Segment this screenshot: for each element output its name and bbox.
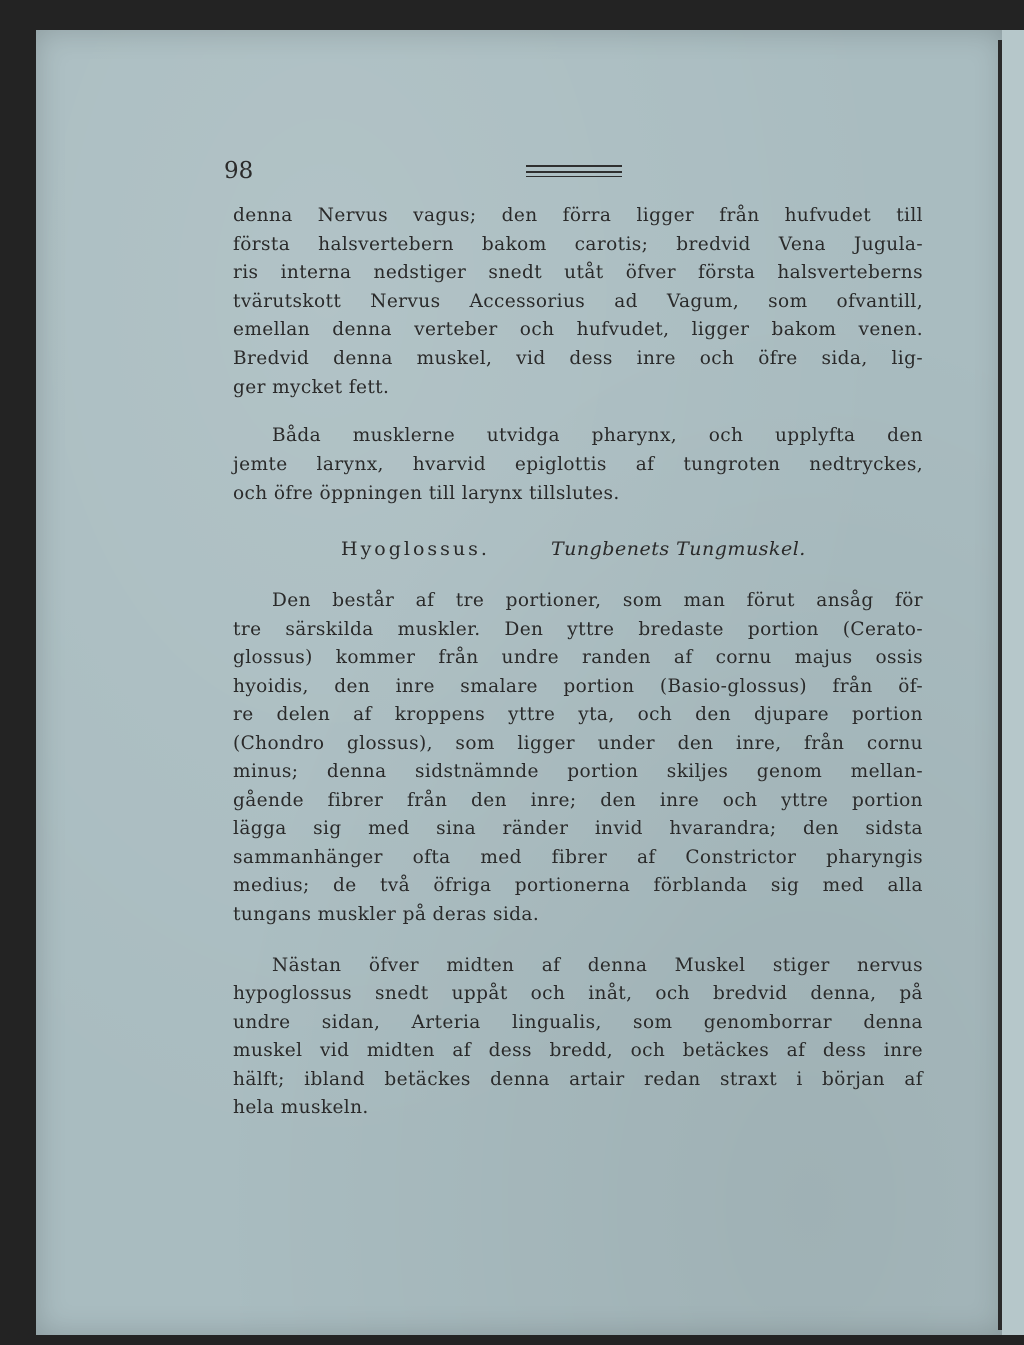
text-line: undre sidan, Arteria lingualis, som genomborrar denna bbox=[233, 1012, 923, 1033]
heading-latin: Hyoglossus. bbox=[341, 538, 490, 560]
text-line: hypoglossus snedt uppåt och inåt, och bredvid denna, på bbox=[233, 983, 923, 1004]
section-heading bbox=[0, 538, 1024, 568]
text-line: hela muskeln. bbox=[233, 1097, 369, 1118]
text-line: glossus) kommer från undre randen af cornu majus ossis bbox=[233, 647, 923, 668]
heading-swedish: Tungbenets Tungmuskel. bbox=[551, 538, 806, 560]
page-number: 98 bbox=[224, 158, 254, 184]
text-line: ger mycket fett. bbox=[233, 377, 390, 398]
header-rule bbox=[526, 176, 622, 177]
text-line: tre särskilda muskler. Den yttre bredaste portion (Cerato- bbox=[233, 619, 923, 640]
text-line: och öfre öppningen till larynx tillslutes. bbox=[233, 483, 620, 504]
text-line: denna Nervus vagus; den förra ligger från hufvudet till bbox=[233, 205, 923, 226]
text-line: muskel vid midten af dess bredd, och betäckes af dess inre bbox=[233, 1040, 923, 1061]
text-line: Nästan öfver midten af denna Muskel stiger nervus bbox=[272, 955, 923, 976]
page-edge-shadow bbox=[998, 40, 1002, 1330]
text-line: lägga sig med sina ränder invid hvarandra; den sidsta bbox=[233, 818, 923, 839]
adjacent-page-edge bbox=[1002, 30, 1024, 1335]
text-line: Båda musklerne utvidga pharynx, och upplyfta den bbox=[272, 425, 923, 446]
text-line: emellan denna verteber och hufvudet, ligger bakom venen. bbox=[233, 319, 923, 340]
text-line: tvärutskott Nervus Accessorius ad Vagum, som ofvantill, bbox=[233, 291, 923, 312]
text-line: hälft; ibland betäckes denna artair redan straxt i början af bbox=[233, 1069, 923, 1090]
text-line: ris interna nedstiger snedt utåt öfver första halsverteberns bbox=[233, 262, 923, 283]
text-line: re delen af kroppens yttre yta, och den djupare portion bbox=[233, 704, 923, 725]
text-line: medius; de två öfriga portionerna förblanda sig med alla bbox=[233, 875, 923, 896]
text-line: sammanhänger ofta med fibrer af Constrictor pharyngis bbox=[233, 847, 923, 868]
text-line: första halsvertebern bakom carotis; bredvid Vena Jugula- bbox=[233, 234, 923, 255]
text-line: Bredvid denna muskel, vid dess inre och öfre sida, lig- bbox=[233, 348, 923, 369]
text-line: minus; denna sidstnämnde portion skiljes genom mellan- bbox=[233, 761, 923, 782]
text-line: Den består af tre portioner, som man förut ansåg för bbox=[272, 590, 923, 611]
text-line: hyoidis, den inre smalare portion (Basio-glossus) från öf- bbox=[233, 676, 923, 697]
text-line: gående fibrer från den inre; den inre och yttre portion bbox=[233, 790, 923, 811]
text-line: jemte larynx, hvarvid epiglottis af tungroten nedtryckes, bbox=[233, 454, 923, 475]
text-line: (Chondro glossus), som ligger under den inre, från cornu bbox=[233, 733, 923, 754]
header-rule bbox=[526, 171, 622, 173]
header-rule bbox=[526, 165, 622, 167]
text-line: tungans muskler på deras sida. bbox=[233, 904, 540, 925]
